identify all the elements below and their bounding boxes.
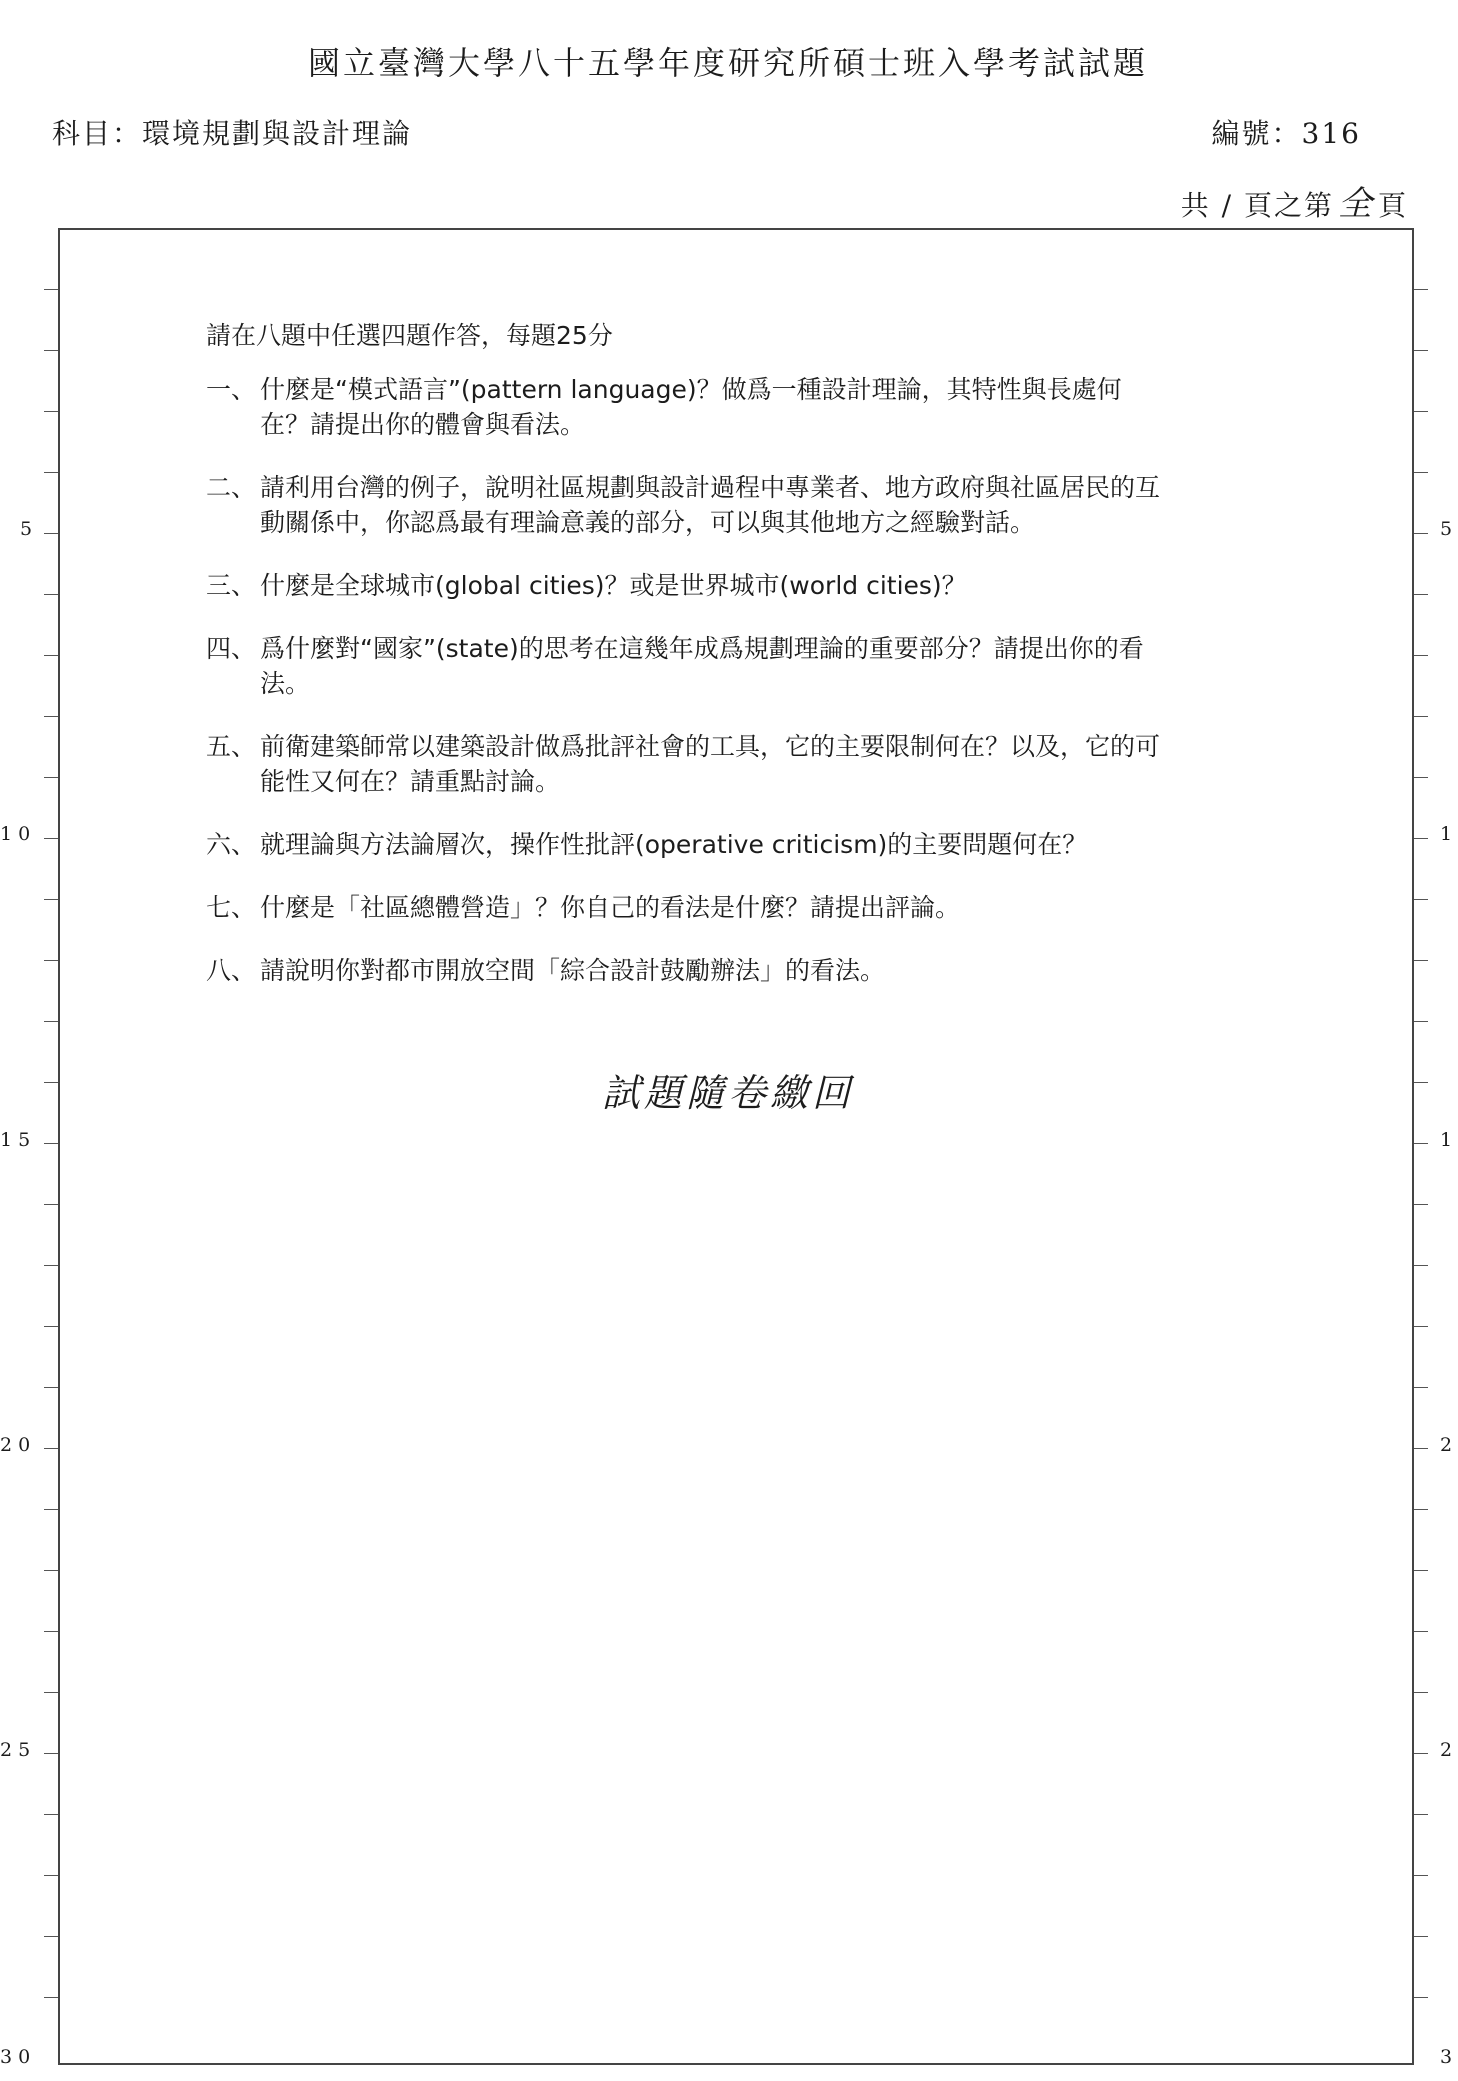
question-number: 五、 bbox=[206, 732, 257, 761]
question-number: 八、 bbox=[206, 956, 257, 985]
margin-tick bbox=[44, 533, 58, 534]
margin-tick bbox=[1414, 1448, 1428, 1449]
margin-tick bbox=[44, 1204, 58, 1205]
margin-tick bbox=[1414, 1570, 1428, 1571]
margin-tick bbox=[44, 1997, 58, 1998]
question-number: 七、 bbox=[206, 893, 257, 922]
right-margin-ticks bbox=[1414, 228, 1430, 2065]
margin-tick bbox=[44, 838, 58, 839]
question-item bbox=[206, 568, 1166, 603]
margin-tick bbox=[1414, 838, 1428, 839]
return-note-stamp: 試題隨卷繳回 bbox=[601, 1071, 854, 1115]
question-item bbox=[206, 470, 1166, 540]
margin-tick bbox=[44, 1692, 58, 1693]
margin-tick bbox=[1414, 1753, 1428, 1754]
margin-tick bbox=[44, 1509, 58, 1510]
page-info-middle: 頁之第 bbox=[1243, 189, 1334, 222]
exam-instructions: 請在八題中任選四題作答，每題25分 bbox=[206, 321, 613, 350]
margin-tick bbox=[1414, 533, 1428, 534]
right-margin-number: 1 bbox=[1440, 823, 1458, 845]
margin-tick bbox=[1414, 1631, 1428, 1632]
margin-tick bbox=[1414, 472, 1428, 473]
left-margin-number: 10 bbox=[0, 823, 37, 845]
margin-tick bbox=[1414, 1692, 1428, 1693]
question-text: 爲什麼對“國家”(state)的思考在這幾年成爲規劃理論的重要部分？請提出你的看法。 bbox=[260, 634, 1144, 698]
question-number: 四、 bbox=[206, 634, 257, 663]
margin-tick bbox=[1414, 411, 1428, 412]
question-number: 一、 bbox=[206, 375, 257, 404]
page-info bbox=[1181, 176, 1408, 225]
margin-tick bbox=[44, 472, 58, 473]
margin-tick bbox=[1414, 1204, 1428, 1205]
right-margin-number: 5 bbox=[1440, 518, 1458, 540]
margin-tick bbox=[44, 594, 58, 595]
exam-body bbox=[206, 318, 1166, 1016]
margin-tick bbox=[1414, 655, 1428, 656]
margin-tick bbox=[44, 289, 58, 290]
question-item bbox=[206, 827, 1166, 862]
margin-tick bbox=[44, 1875, 58, 1876]
page-info-prefix: 共 bbox=[1180, 189, 1211, 222]
margin-tick bbox=[1414, 594, 1428, 595]
margin-tick bbox=[1414, 1265, 1428, 1266]
margin-tick bbox=[1414, 1326, 1428, 1327]
left-margin-ticks bbox=[44, 228, 60, 2065]
question-item bbox=[206, 729, 1166, 799]
margin-tick bbox=[44, 1448, 58, 1449]
margin-tick bbox=[1414, 1387, 1428, 1388]
page-info-suffix: 頁 bbox=[1377, 189, 1408, 222]
margin-tick bbox=[44, 716, 58, 717]
question-text: 什麼是「社區總體營造」？你自己的看法是什麼？請提出評論。 bbox=[260, 893, 961, 922]
margin-tick bbox=[44, 899, 58, 900]
margin-tick bbox=[1414, 899, 1428, 900]
margin-tick bbox=[1414, 1875, 1428, 1876]
margin-tick bbox=[1414, 1021, 1428, 1022]
margin-tick bbox=[44, 655, 58, 656]
right-margin-number: 2 bbox=[1440, 1434, 1458, 1456]
margin-tick bbox=[44, 1631, 58, 1632]
left-margin-number: 20 bbox=[0, 1434, 37, 1456]
question-item bbox=[206, 953, 1166, 988]
question-text: 什麼是“模式語言”(pattern language)？做爲一種設計理論，其特性與長處何在？請提出你的體會與看法。 bbox=[260, 375, 1122, 439]
margin-tick bbox=[1414, 777, 1428, 778]
margin-tick bbox=[44, 1936, 58, 1937]
right-margin-number: 1 bbox=[1440, 1129, 1458, 1151]
margin-tick bbox=[1414, 716, 1428, 717]
exam-subject: 科目：環境規劃與設計理論 bbox=[52, 117, 413, 150]
page-info-total: / bbox=[1221, 189, 1234, 222]
margin-tick bbox=[1414, 1814, 1428, 1815]
question-number: 三、 bbox=[206, 571, 257, 600]
margin-tick bbox=[1414, 289, 1428, 290]
question-item bbox=[206, 890, 1166, 925]
margin-tick bbox=[44, 350, 58, 351]
exam-code: 編號：316 bbox=[1211, 117, 1361, 150]
question-item bbox=[206, 372, 1166, 442]
margin-tick bbox=[44, 1570, 58, 1571]
margin-tick bbox=[1414, 1997, 1428, 1998]
question-text: 前衛建築師常以建築設計做爲批評社會的工具，它的主要限制何在？以及，它的可能性又何在？請重點討論。 bbox=[260, 732, 1161, 796]
page-info-current: 全 bbox=[1337, 184, 1374, 224]
margin-tick bbox=[44, 1143, 58, 1144]
margin-tick bbox=[44, 1753, 58, 1754]
right-margin-number: 3 bbox=[1440, 2046, 1458, 2068]
question-number: 六、 bbox=[206, 830, 257, 859]
margin-tick bbox=[1414, 960, 1428, 961]
exam-title: 國立臺灣大學八十五學年度研究所碩士班入學考試試題 bbox=[307, 44, 1148, 82]
margin-tick bbox=[44, 411, 58, 412]
question-item bbox=[206, 631, 1166, 701]
question-number: 二、 bbox=[206, 473, 257, 502]
margin-tick bbox=[44, 1326, 58, 1327]
margin-tick bbox=[44, 1021, 58, 1022]
left-margin-number: 25 bbox=[0, 1739, 37, 1761]
question-text: 請說明你對都市開放空間「綜合設計鼓勵辦法」的看法。 bbox=[260, 956, 886, 985]
question-text: 請利用台灣的例子，說明社區規劃與設計過程中專業者、地方政府與社區居民的互動關係中，你認爲最有理論意義的部分，可以與其他地方之經驗對話。 bbox=[260, 473, 1161, 537]
margin-tick bbox=[1414, 1509, 1428, 1510]
right-margin-number: 2 bbox=[1440, 1739, 1458, 1761]
margin-tick bbox=[44, 777, 58, 778]
margin-tick bbox=[44, 1265, 58, 1266]
margin-tick bbox=[44, 1387, 58, 1388]
left-margin-number: 5 bbox=[20, 518, 39, 540]
margin-tick bbox=[44, 1814, 58, 1815]
question-text: 就理論與方法論層次，操作性批評(operative criticism)的主要問題何在？ bbox=[260, 830, 1088, 859]
margin-tick bbox=[44, 960, 58, 961]
left-margin-number: 30 bbox=[0, 2046, 37, 2068]
margin-tick bbox=[1414, 1143, 1428, 1144]
margin-tick bbox=[1414, 1936, 1428, 1937]
question-text: 什麼是全球城市(global cities)？或是世界城市(world cities)？ bbox=[260, 571, 967, 600]
margin-tick bbox=[1414, 350, 1428, 351]
left-margin-number: 15 bbox=[0, 1129, 37, 1151]
